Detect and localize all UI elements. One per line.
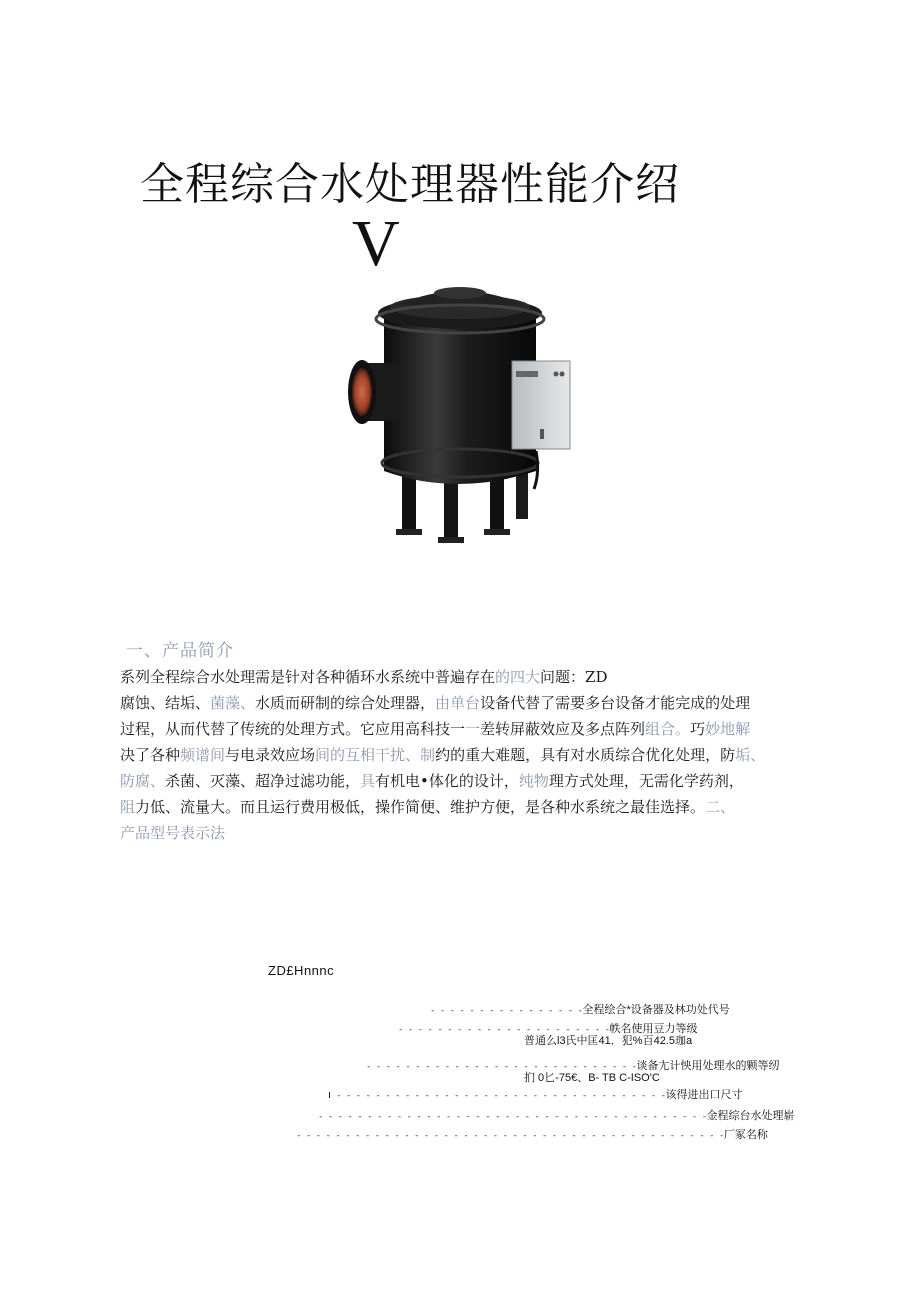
page-title: 全程综合水处理器性能介绍 [140, 159, 680, 210]
product-intro-paragraph [120, 664, 800, 846]
paragraph-text: 系列全程综合水处理需是针对各种循环水系统中普遍存在 [120, 668, 496, 686]
paragraph-text: 与电录效应场 [225, 746, 316, 764]
highlighted-text: 纯物 [518, 772, 549, 790]
highlighted-text: 组合。 [645, 720, 691, 738]
legend-sub-1: 普通么l3氏中匡41．犯%百42.5珈a [524, 1035, 693, 1047]
paragraph-text: 设备代替了需要多台设备才能完成的处理 [480, 694, 751, 712]
paragraph-line [120, 742, 800, 768]
legend-item-2: - - - - - - - - - - - - - - - - - - - - - -帙名使用豆力等级 [398, 1023, 698, 1035]
paragraph-text: 问题：ZD [540, 668, 608, 686]
paragraph-text: 约的重大难题，具有对水质综合优化处理，防 [435, 746, 736, 764]
legend-item-6: - - - - - - - - - - - - - - - - - - - - - - - - - - - - - - - - - - - - - - - - - - - -厂冢名称 [296, 1129, 768, 1141]
highlighted-text: 产品型号表示法 [120, 824, 226, 842]
paragraph-line [120, 794, 800, 820]
highlighted-text: 防腐、 [120, 772, 166, 790]
paragraph-line [120, 690, 800, 716]
legend-label: 帙名使用豆力等级 [609, 1023, 698, 1035]
legend-item-3: - - - - - - - - - - - - - - - - - - - - - - - - - - - -谈备尢计怏用处理水的颗等纫 [366, 1060, 780, 1072]
legend-item-1: - - - - - - - - - - - - - - - -全程绘合*设备器及林功处代号 [430, 1004, 730, 1016]
paragraph-text: 决了各种 [120, 746, 181, 764]
highlighted-text: 垢、 [735, 746, 766, 764]
paragraph-line [120, 768, 800, 794]
highlighted-text: 一 [465, 720, 481, 738]
decorative-v-mark: V [352, 207, 400, 280]
legend-item-4: ı - - - - - - - - - - - - - - - - - - - - - - - - - - - - - - - - - -该得进出口尺寸 [328, 1089, 743, 1101]
highlighted-text: 间的互相干扰、制 [315, 746, 436, 764]
paragraph-text: 杀菌、灭藻、超净过滤功能， [165, 772, 361, 790]
paragraph-text: 力低、流量大。而且运行费用极低，操作简便、维护方便，是各种水系统之最佳选择。 [135, 798, 706, 816]
paragraph-line [120, 716, 800, 742]
highlighted-text: 的四大 [495, 668, 541, 686]
highlighted-text: 具 [360, 772, 376, 790]
legend-label: 金程综台水处理崭 [706, 1110, 795, 1122]
highlighted-text: 由单台 [435, 694, 481, 712]
highlighted-text: 二、 [705, 798, 736, 816]
paragraph-text: 理方式处理，无需化学药剂， [548, 772, 744, 790]
paragraph-text: 有机电•体化的设计， [375, 772, 519, 790]
paragraph-text: 巧 [690, 720, 706, 738]
highlighted-text: 菌藻、 [210, 694, 256, 712]
paragraph-line [120, 664, 800, 690]
legend-item-5: - - - - - - - - - - - - - - - - - - - - - - - - - - - - - - - - - - - - - - - -金程综台水处理崭 [318, 1110, 795, 1122]
legend-label: 该得进出口尺寸 [665, 1089, 743, 1101]
legend-label: 全程绘合*设备器及林功处代号 [582, 1004, 730, 1016]
model-code: ZD£Hnnnc [268, 963, 335, 978]
section-heading-product-intro: 一、产品简介 [126, 641, 234, 661]
highlighted-text: 妙地解 [705, 720, 751, 738]
water-treatment-device-image [340, 283, 572, 551]
legend-sub-2: 扪 0匕-75€、B- TB C-ISO'C [524, 1072, 660, 1084]
highlighted-text: 阻 [120, 798, 136, 816]
paragraph-text: 水质而研制的综合处理器， [255, 694, 436, 712]
highlighted-text: 频谱间 [180, 746, 226, 764]
paragraph-line [120, 820, 800, 846]
legend-label: 厂冢名称 [723, 1129, 768, 1141]
legend-label: 谈备尢计怏用处理水的颗等纫 [636, 1060, 780, 1072]
paragraph-text: 差转屏蔽效应及多点阵列 [480, 720, 646, 738]
paragraph-text: 过程，从而代替了传统的处理方式。它应用高科技一 [120, 720, 466, 738]
paragraph-text: 腐蚀、结垢、 [120, 694, 211, 712]
